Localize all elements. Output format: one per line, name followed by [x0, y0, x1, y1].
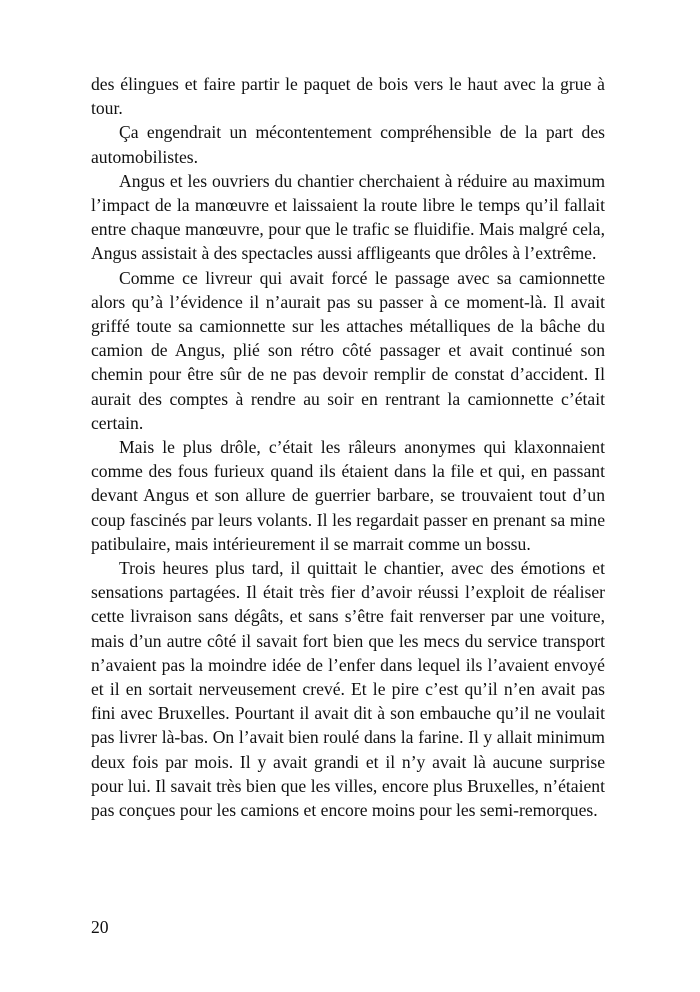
paragraph-3: Angus et les ouvriers du chantier cherchaient à réduire au maximum l’impact de la manœuvre et laissaient la route libre le temps qu’il fallait entre chaque manœuvre, pour que le trafic se fluidifie. Mais malgré cela, Angus assistait à des spectacles aussi affligeants que drôles à l’extrême. [91, 170, 605, 264]
paragraph-1: des élingues et faire partir le paquet de bois vers le haut avec la grue à tour. [91, 74, 605, 119]
paragraph-5: Mais le plus drôle, c’était les râleurs anonymes qui klaxonnaient comme des fous furieux quand ils étaient dans la file et qui, en passant devant Angus et son allure de guerrier barbare, se trouvaient tout d’un coup fascinés par leurs volants. Il les regardait passer en prenant sa mine patibulaire, mais intérieurement il se marrait comme un bossu. [91, 437, 605, 554]
body-text [91, 72, 605, 822]
page-number: 20 [91, 917, 109, 937]
paragraph-2: Ça engendrait un mécontentement compréhensible de la part des automobilistes. [91, 122, 605, 167]
paragraph-6: Trois heures plus tard, il quittait le chantier, avec des émotions et sensations partagées. Il était très fier d’avoir réussi l’exploit de réaliser cette livraison sans dégâts, et sans s’être fait renverser par une voiture, mais d’un autre côté il savait fort bien que les mecs du service transport n’avaient pas la moindre idée de l’enfer dans lequel ils l’avaient envoyé et il en sortait nerveusement crevé. Et le pire c’est qu’il n’en avait pas fini avec Bruxelles. Pourtant il avait dit à son embauche qu’il ne voulait pas livrer là-bas. On l’avait bien roulé dans la farine. Il y allait minimum deux fois par mois. Il y avait grandi et il n’y avait là aucune surprise pour lui. Il savait très bien que les villes, encore plus Bruxelles, n’étaient pas conçues pour les camions et encore moins pour les semi-remorques. [91, 558, 605, 821]
paragraph-4: Comme ce livreur qui avait forcé le passage avec sa camionnette alors qu’à l’évidence il n’aurait pas su passer à ce moment-là. Il avait griffé toute sa camionnette sur les attaches métalliques de la bâche du camion de Angus, plié son rétro côté passager et avait continué son chemin pour être sûr de ne pas devoir remplir de constat d’accident. Il aurait des comptes à rendre au soir en rentrant la camionnette c’était certain. [91, 267, 605, 433]
